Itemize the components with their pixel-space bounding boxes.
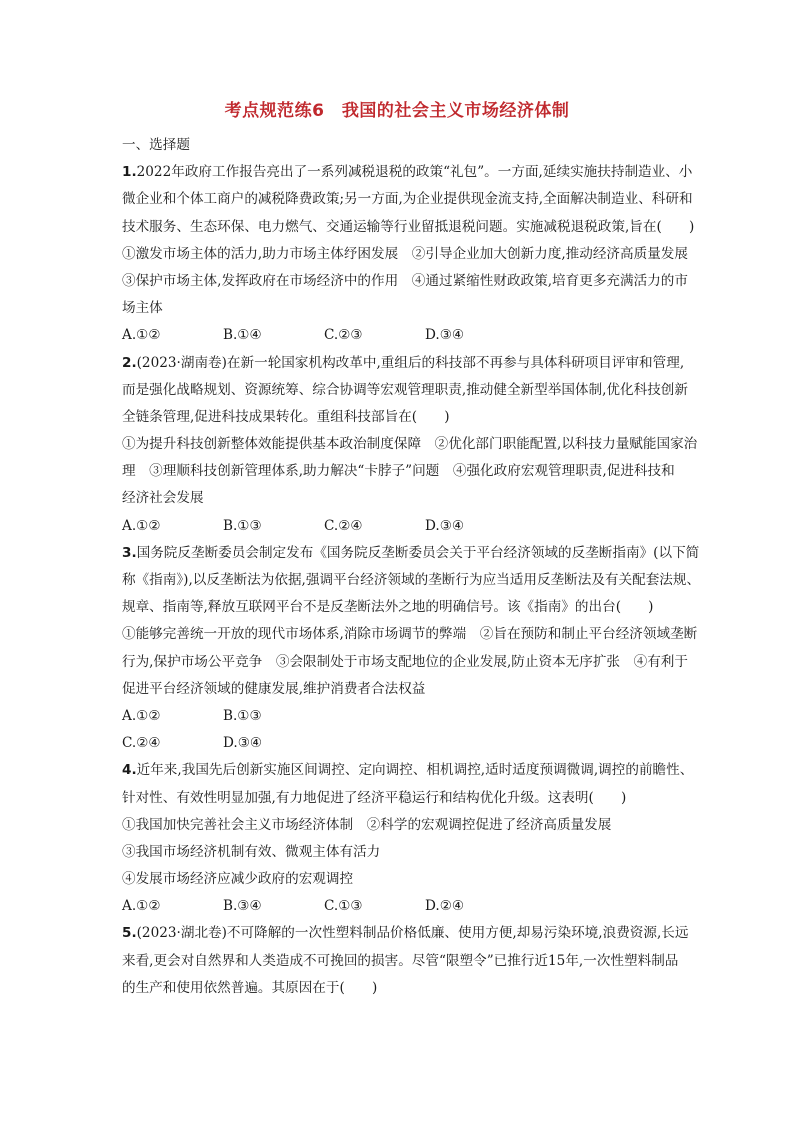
question-text-line <box>122 159 694 186</box>
answer-option[interactable]: B.①③ <box>223 707 262 724</box>
question-number: 5. <box>122 925 137 942</box>
question-text-line <box>122 975 694 1002</box>
question-text-line <box>122 948 694 975</box>
question-text: ①激发市场主体的活力,助力市场主体纾困发展 ②引导企业加大创新力度,推动经济高质量发展 <box>122 245 688 262</box>
question-text: 理 ③理顺科技创新管理体系,助力解决“卡脖子”问题 ④强化政府宏观管理职责,促进科技和 <box>122 463 675 480</box>
question-number: 3. <box>122 544 137 561</box>
section-heading: 一、选择题 <box>122 137 190 153</box>
question-text: ①我国加快完善社会主义市场经济体制 ②科学的宏观调控促进了经济高质量发展 <box>122 816 612 833</box>
question-number: 4. <box>122 762 137 779</box>
answer-options-row <box>122 513 694 540</box>
question-list <box>122 132 701 1002</box>
question-text-line <box>122 268 694 295</box>
question-text-line <box>122 214 694 241</box>
question-text: 针对性、有效性明显加强,有力地促进了经济平稳运行和结构优化升级。这表明( ) <box>122 789 627 806</box>
question-text-line <box>122 839 694 866</box>
question-block <box>122 540 701 758</box>
question-text: 称《指南》),以反垄断法为依据,强调平台经济领域的垄断行为应当适用反垄断法及有关配套法规、 <box>122 572 701 588</box>
question-text-line <box>122 621 698 648</box>
question-text-line <box>122 241 694 268</box>
answer-option[interactable]: B.①④ <box>223 327 262 344</box>
question-block <box>122 350 698 540</box>
question-text-line <box>122 295 694 322</box>
answer-option[interactable]: D.③④ <box>425 517 465 534</box>
answer-option[interactable]: D.②④ <box>425 898 465 915</box>
question-block <box>122 920 694 1002</box>
question-text: ①为提升科技创新整体效能提供基本政治制度保障 ②优化部门职能配置,以科技力量赋能国家治 <box>122 436 698 453</box>
question-text-line <box>122 676 694 703</box>
question-text: (2023·湖南卷)在新一轮国家机构改革中,重组后的科技部不再参与具体科研项目评审和管理, <box>136 354 685 371</box>
question-text-line <box>122 812 694 839</box>
question-text: 规章、指南等,释放互联网平台不是反垄断法外之地的明确信号。该《指南》的出台( ) <box>122 599 654 616</box>
question-number: 1. <box>122 164 137 181</box>
question-text-line <box>122 920 694 947</box>
answer-option[interactable]: C.②③ <box>324 327 363 344</box>
question-text: 场主体 <box>122 300 163 317</box>
question-text: 行为,保护市场公平竞争 ③会限制处于市场支配地位的企业发展,防止资本无序扩张 ④有利于 <box>122 653 688 670</box>
question-text-line <box>122 866 694 893</box>
answer-option[interactable]: C.①③ <box>324 898 363 915</box>
question-text: 来看,更会对自然界和人类造成不可挽回的损害。尽管“限塑令”已推行近15年,一次性塑料制品 <box>122 952 679 969</box>
question-text-line <box>122 350 694 377</box>
question-number: 2. <box>122 354 137 371</box>
answer-option[interactable]: C.②④ <box>324 517 363 534</box>
answer-option[interactable]: D.③④ <box>425 327 465 344</box>
question-text-line <box>122 757 694 784</box>
answer-option[interactable]: C.②④ <box>122 735 161 752</box>
question-text-line <box>122 377 694 404</box>
question-block <box>122 159 694 349</box>
question-text: 的生产和使用依然普遍。其原因在于( ) <box>122 979 378 996</box>
page-title: 考点规范练6 我国的社会主义市场经济体制 <box>224 101 570 121</box>
answer-option[interactable]: A.①② <box>122 327 161 344</box>
question-text: (2023·湖北卷)不可降解的一次性塑料制品价格低廉、使用方便,却易污染环境,浪费资源,长远 <box>136 925 689 942</box>
answer-option[interactable]: B.③④ <box>223 898 262 915</box>
answer-option[interactable]: A.①② <box>122 707 161 724</box>
answer-option[interactable]: A.①② <box>122 898 161 915</box>
answer-options-row <box>122 703 694 730</box>
question-text: ③保护市场主体,发挥政府在市场经济中的作用 ④通过紧缩性财政政策,培育更多充满活力的市 <box>122 272 688 289</box>
answer-options-row <box>122 730 694 757</box>
question-text: 2022年政府工作报告亮出了一系列减税退税的政策“礼包”。一方面,延续实施扶持制造业、小 <box>136 164 693 181</box>
question-text: 技术服务、生态环保、电力燃气、交通运输等行业留抵退税问题。实施减税退税政策,旨在( ) <box>122 218 695 235</box>
question-text-line <box>122 540 700 567</box>
answer-option[interactable]: A.①② <box>122 517 161 534</box>
question-text-line <box>122 404 694 431</box>
answer-options-row <box>122 893 694 920</box>
question-text: 微企业和个体工商户的减税降费政策;另一方面,为企业提供现金流支持,全面解决制造业、科研和 <box>122 191 693 208</box>
answer-option[interactable]: B.①③ <box>223 517 262 534</box>
question-text: ①能够完善统一开放的现代市场体系,消除市场调节的弊端 ②旨在预防和制止平台经济领域垄断 <box>122 626 698 643</box>
answer-options-row <box>122 322 694 349</box>
question-text-line <box>122 594 694 621</box>
question-text: 而是强化战略规划、资源统筹、综合协调等宏观管理职责,推动健全新型举国体制,优化科技创新 <box>122 381 688 398</box>
question-text: 国务院反垄断委员会制定发布《国务院反垄断委员会关于平台经济领域的反垄断指南》(以下简 <box>136 544 700 561</box>
question-text: 经济社会发展 <box>122 490 204 507</box>
question-text-line <box>122 485 694 512</box>
question-text-line <box>122 458 694 485</box>
question-text: ④发展市场经济应减少政府的宏观调控 <box>122 871 354 888</box>
question-text: 促进平台经济领域的健康发展,维护消费者合法权益 <box>122 680 426 697</box>
question-block <box>122 757 694 920</box>
question-text-line <box>122 186 694 213</box>
answer-option[interactable]: D.③④ <box>223 735 263 752</box>
question-text-line <box>122 785 694 812</box>
question-text: 全链条管理,促进科技成果转化。重组科技部旨在( ) <box>122 408 450 425</box>
question-text-line <box>122 649 694 676</box>
question-text: ③我国市场经济机制有效、微观主体有活力 <box>122 843 381 860</box>
question-text-line <box>122 567 701 594</box>
question-text-line <box>122 431 698 458</box>
question-text: 近年来,我国先后创新实施区间调控、定向调控、相机调控,适时适度预调微调,调控的前瞻性、 <box>136 762 694 779</box>
